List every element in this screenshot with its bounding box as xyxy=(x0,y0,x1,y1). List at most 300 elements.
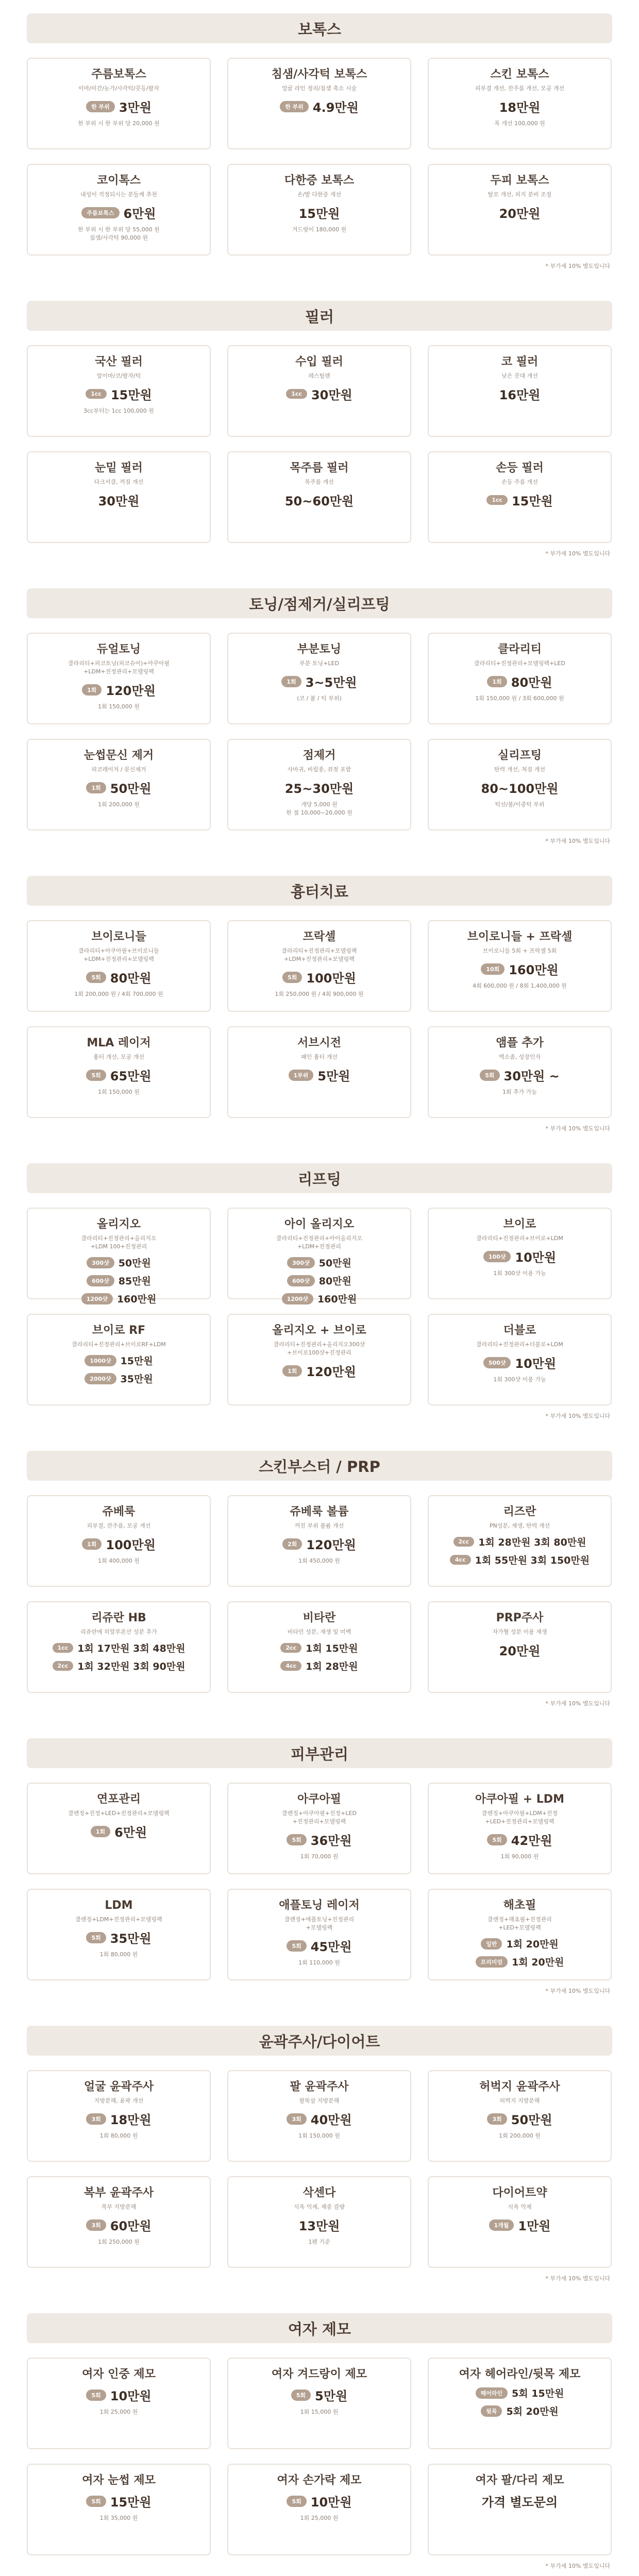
price-row xyxy=(287,1937,351,1955)
treatment-description: 피부결 개선, 잔주름 개선, 모공 개선 xyxy=(475,85,565,92)
price-value: 36만원 xyxy=(310,1834,352,1849)
price-value: 100만원 xyxy=(306,971,356,986)
session-badge: 뒷목 xyxy=(481,2405,502,2417)
price-card xyxy=(227,2358,411,2449)
price-list xyxy=(285,777,354,798)
price-value: 45만원 xyxy=(310,1940,352,1955)
price-card xyxy=(227,2464,411,2555)
session-badge: 1회 xyxy=(281,676,301,687)
price-card xyxy=(428,345,612,437)
vat-footnote: * 부가세 10% 별도입니다 xyxy=(545,838,610,844)
price-value: 80만원 xyxy=(110,971,152,986)
price-card xyxy=(428,2070,612,2162)
treatment-name: 해초필 xyxy=(503,1899,536,1912)
price-row xyxy=(476,2386,564,2400)
price-note: 1회 450,000 원 xyxy=(298,1557,340,1565)
price-value: 50만원 xyxy=(110,782,152,796)
treatment-description: 탄력 개선, 처짐 개선 xyxy=(494,766,545,773)
treatment-name: 여자 팔/다리 제모 xyxy=(475,2474,564,2487)
section-title: 필러 xyxy=(27,301,612,331)
price-row xyxy=(86,2110,151,2128)
price-note: 한 부위 시 한 부위 당 20,000 원 xyxy=(78,120,160,127)
price-row xyxy=(86,385,152,403)
treatment-description: 복부 지방분해 xyxy=(101,2204,137,2211)
price-note: 1회 15,000 원 xyxy=(300,2409,339,2416)
treatment-description: 비타민 성분, 재생 및 미백 xyxy=(287,1629,351,1636)
price-row xyxy=(487,1831,552,1849)
session-badge: 1200샷 xyxy=(282,1293,313,1304)
price-card xyxy=(27,1208,211,1306)
price-list xyxy=(287,2108,351,2129)
price-card xyxy=(428,451,612,543)
price-note: 1회 70,000 원 xyxy=(300,1853,339,1860)
price-list xyxy=(499,1639,541,1660)
session-badge: 5회 xyxy=(287,1834,306,1845)
price-value: 35만원 xyxy=(120,1374,153,1385)
treatment-description: 얼굴 라인 정리/침샘 축소 시술 xyxy=(281,85,357,92)
price-card xyxy=(27,58,211,149)
session-badge: 2cc xyxy=(453,1537,475,1547)
price-list xyxy=(282,967,356,988)
price-list xyxy=(486,489,552,511)
vat-footnote: * 부가세 10% 별도입니다 xyxy=(545,2275,610,2282)
price-note: 1회 110,000 원 xyxy=(298,1959,340,1967)
price-row xyxy=(282,1535,356,1553)
session-badge: 1회 xyxy=(487,676,507,687)
price-list xyxy=(82,1533,156,1554)
price-row xyxy=(499,1641,541,1659)
price-value: 13만원 xyxy=(298,2219,340,2234)
price-row xyxy=(287,1256,351,1269)
treatment-name: 클라리티 xyxy=(497,643,542,656)
treatment-name: 듀얼토닝 xyxy=(96,643,141,656)
price-note: 1회 80,000 원 xyxy=(99,2132,138,2140)
treatment-description: 클라리티+진정관리+브이로+LDM xyxy=(476,1235,563,1242)
treatment-name: MLA 레이저 xyxy=(87,1037,151,1049)
treatment-name: 쥬베룩 볼륨 xyxy=(290,1505,349,1518)
treatment-name: 아쿠아필 + LDM xyxy=(475,1793,564,1806)
treatment-description: 클라리티+진정관리+모델링팩+LED xyxy=(474,660,565,667)
session-badge: 5회 xyxy=(287,1940,306,1952)
treatment-name: 국산 필러 xyxy=(95,355,143,368)
session-badge: 5회 xyxy=(86,2389,106,2401)
price-list xyxy=(285,489,354,511)
price-section xyxy=(27,13,612,270)
price-card xyxy=(428,2176,612,2268)
price-card xyxy=(227,164,411,256)
treatment-name: 다이어트약 xyxy=(492,2187,547,2199)
price-value: 85만원 xyxy=(118,1276,151,1287)
session-badge: 500샷 xyxy=(483,1357,511,1368)
treatment-description: 다크서클, 꺼짐 개선 xyxy=(94,479,144,486)
price-list xyxy=(280,96,359,117)
treatment-description: 엑소좀, 성장인자 xyxy=(498,1054,541,1061)
price-value: 80만원 xyxy=(511,675,552,690)
price-value: 80~100만원 xyxy=(481,782,559,796)
price-note: (코 / 볼 / 턱 부위) xyxy=(297,695,342,702)
session-badge: 1cc xyxy=(86,389,107,399)
treatment-name: 리즈란 xyxy=(503,1505,536,1518)
price-note: 1회 150,000 원 xyxy=(98,703,140,710)
price-note: 1회 150,000 원 / 3회 600,000 원 xyxy=(475,695,564,702)
price-row xyxy=(286,385,352,403)
section-title: 흉터치료 xyxy=(27,876,612,906)
price-value: 10만원 xyxy=(515,1357,557,1371)
treatment-description: 이마/미간/눈가/사각턱/콧등/팔자 xyxy=(78,85,159,92)
treatment-description: 목주름 개선 xyxy=(305,479,334,486)
price-value: 30만원 ~ xyxy=(503,1069,560,1084)
price-note: 1회 150,000 원 xyxy=(98,1089,140,1096)
price-card xyxy=(27,1314,211,1405)
price-value: 15만원 xyxy=(298,207,340,222)
price-row xyxy=(86,97,152,115)
price-value: 5만원 xyxy=(315,2389,348,2404)
session-badge: 300샷 xyxy=(87,1257,114,1268)
price-row xyxy=(86,1928,151,1946)
treatment-name: 아이 올리지오 xyxy=(284,1218,355,1231)
price-section xyxy=(27,1738,612,1995)
price-row xyxy=(87,1256,151,1269)
price-row xyxy=(453,1535,586,1549)
price-row xyxy=(480,1066,560,1084)
treatment-description: 클렌징+진정+LED+진정관리+모델링팩 xyxy=(68,1810,170,1817)
section-title: 윤곽주사/다이어트 xyxy=(27,2026,612,2056)
treatment-name: 올리지오 + 브이로 xyxy=(272,1324,366,1337)
price-row xyxy=(483,1247,556,1265)
price-note: 턱선/볼/이중턱 부위 xyxy=(495,801,545,808)
treatment-name: 여자 눈썹 제모 xyxy=(82,2474,156,2487)
price-value: 1회 20만원 xyxy=(512,1957,564,1969)
price-value: 15만원 xyxy=(511,494,553,509)
treatment-name: 브이로 RF xyxy=(92,1324,146,1337)
treatment-name: 주름보톡스 xyxy=(91,68,146,81)
session-badge: 5회 xyxy=(86,2496,106,2507)
session-badge: 1개월 xyxy=(489,2219,514,2231)
price-card xyxy=(227,58,411,149)
price-list xyxy=(86,2384,151,2405)
price-note: 1회 200,000 원 xyxy=(499,2132,541,2140)
treatment-name: 수입 필러 xyxy=(295,355,343,368)
price-note: 목 개선 100,000 원 xyxy=(494,120,545,127)
price-value: 80만원 xyxy=(318,1276,351,1287)
session-badge: 일반 xyxy=(481,1938,502,1950)
price-section xyxy=(27,1163,612,1420)
treatment-description: 클라리티+진정관리+브이로RF+LDM xyxy=(72,1341,166,1348)
treatment-description: 리쥬란에 히알루론산 성분 추가 xyxy=(80,1629,157,1636)
price-card-grid xyxy=(27,633,612,831)
treatment-name: 스킨 보톡스 xyxy=(490,68,549,81)
treatment-name: 얼굴 윤곽주사 xyxy=(83,2080,154,2093)
price-row xyxy=(499,97,541,115)
price-list xyxy=(286,383,352,404)
treatment-name: 여자 손가락 제모 xyxy=(277,2474,362,2487)
session-badge: 4cc xyxy=(280,1661,301,1671)
price-card xyxy=(227,1495,411,1587)
price-note: 1회 250,000 원 / 4회 900,000 원 xyxy=(275,991,364,998)
treatment-name: 눈썹문신 제거 xyxy=(83,749,154,762)
treatment-name: 복부 윤곽주사 xyxy=(83,2187,154,2199)
price-list xyxy=(487,1829,552,1850)
session-badge: 1cc xyxy=(53,1643,74,1653)
session-badge: 3회 xyxy=(487,2113,507,2125)
treatment-name: 브이로니들 + 프락셀 xyxy=(467,930,573,943)
price-note: 1회 250,000 원 xyxy=(98,2239,140,2246)
price-list xyxy=(282,1533,356,1554)
treatment-description: 클라리티+진정관리+올리지오 +LDM 100+진정관리 xyxy=(81,1235,157,1250)
price-row xyxy=(499,385,541,403)
treatment-name: 코이톡스 xyxy=(96,174,141,187)
price-card xyxy=(428,1601,612,1693)
price-row xyxy=(91,1822,147,1840)
price-list xyxy=(291,2384,347,2405)
treatment-description: 클렌징+아쿠아필+진정+LED +진정관리+모델링팩 xyxy=(282,1810,357,1825)
treatment-description: 앞이마/코/팔자/턱 xyxy=(96,372,141,380)
price-list xyxy=(82,679,156,700)
treatment-name: 앰플 추가 xyxy=(496,1037,544,1049)
price-note: 4회 600,000 원 / 8회 1,400,000 원 xyxy=(473,982,567,990)
price-card xyxy=(428,58,612,149)
section-title: 피부관리 xyxy=(27,1738,612,1768)
treatment-description: 클렌징+애플토닝+진정관리 +모델링팩 xyxy=(284,1916,355,1931)
price-value: 5회 15만원 xyxy=(512,2388,564,2400)
session-badge: 3회 xyxy=(86,2219,106,2231)
price-row xyxy=(280,97,359,115)
session-badge: 1부위 xyxy=(289,1070,314,1081)
price-value: 3만원 xyxy=(119,100,152,115)
price-row xyxy=(98,491,140,509)
price-list xyxy=(476,1935,564,1970)
treatment-description: 클라리티+피코토닝(피코슈어)+아쿠아필 +LDM+진정관리+모델링팩 xyxy=(68,660,170,675)
session-badge: 한 부위 xyxy=(86,101,115,112)
session-badge: 1cc xyxy=(486,495,508,505)
price-card xyxy=(227,1208,411,1306)
session-badge: 100샷 xyxy=(483,1251,511,1262)
price-value: 18만원 xyxy=(110,2113,152,2128)
session-badge: 5회 xyxy=(86,972,106,983)
session-badge: 300샷 xyxy=(287,1257,315,1268)
price-card xyxy=(428,1783,612,1874)
treatment-description: 식욕 억제, 체중 감량 xyxy=(294,2204,345,2211)
price-card xyxy=(428,920,612,1012)
price-card-grid xyxy=(27,920,612,1118)
price-card-grid xyxy=(27,345,612,543)
price-value: 15만원 xyxy=(110,2495,152,2510)
session-badge: 10회 xyxy=(481,963,505,975)
price-list xyxy=(487,2108,552,2129)
session-badge: 5회 xyxy=(291,2389,311,2401)
treatment-description: 클라리티+진정관리+아이올리지오 +LDM+진정관리 xyxy=(276,1235,363,1250)
vat-footnote: * 부가세 10% 별도입니다 xyxy=(545,1700,610,1707)
session-badge: 600샷 xyxy=(87,1275,114,1286)
section-title: 보톡스 xyxy=(27,13,612,43)
price-list xyxy=(289,1064,350,1086)
treatment-description: 레스틸렌 xyxy=(308,372,330,380)
price-list xyxy=(481,777,559,798)
price-card xyxy=(27,2176,211,2268)
price-row xyxy=(53,1641,186,1655)
price-row xyxy=(86,2386,151,2404)
price-list xyxy=(480,1064,560,1086)
price-card xyxy=(227,451,411,543)
price-row xyxy=(280,1659,358,1673)
price-note: 1회 300샷 이용 가능 xyxy=(493,1376,546,1383)
price-card-grid xyxy=(27,1783,612,1980)
treatment-description: 손/발 다한증 개선 xyxy=(297,191,342,198)
treatment-name: 팔 윤곽주사 xyxy=(290,2080,349,2093)
price-note: 1회 35,000 원 xyxy=(99,2515,138,2522)
price-card xyxy=(27,633,211,724)
price-value: 50만원 xyxy=(118,1258,151,1269)
price-row xyxy=(287,2110,351,2128)
treatment-name: 올리지오 xyxy=(96,1218,141,1231)
price-card xyxy=(428,1495,612,1587)
price-value: 100만원 xyxy=(106,1538,156,1553)
price-card-grid xyxy=(27,58,612,256)
price-row xyxy=(481,2404,559,2418)
price-card xyxy=(227,1783,411,1874)
price-row xyxy=(299,204,340,222)
vat-footnote: * 부가세 10% 별도입니다 xyxy=(545,2563,610,2569)
price-row xyxy=(287,1274,351,1287)
price-row xyxy=(282,1292,357,1306)
price-card xyxy=(227,1314,411,1405)
price-card xyxy=(27,2464,211,2555)
session-badge: 5회 xyxy=(487,1834,507,1845)
treatment-name: 여자 헤어라인/뒷목 제모 xyxy=(459,2368,581,2381)
treatment-name: 허벅지 윤곽주사 xyxy=(479,2080,560,2093)
price-list xyxy=(476,2384,564,2419)
price-value: 5만원 xyxy=(317,1069,350,1084)
price-row xyxy=(86,778,151,796)
price-value: 1회 32만원 3회 90만원 xyxy=(77,1661,186,1673)
section-title: 리프팅 xyxy=(27,1163,612,1193)
treatment-description: 허벅지 지방분해 xyxy=(499,2097,540,2105)
price-row xyxy=(482,2492,558,2510)
price-card xyxy=(227,633,411,724)
price-note: 개당 5,000 원 한 점 10,000~20,000 원 xyxy=(286,801,352,817)
price-row xyxy=(82,681,156,699)
price-list xyxy=(287,1829,351,1850)
price-row xyxy=(481,778,559,796)
session-badge: 1회 xyxy=(91,1826,110,1837)
treatment-name: 더블로 xyxy=(503,1324,536,1337)
price-value: 10만원 xyxy=(515,1250,557,1265)
price-value: 1만원 xyxy=(518,2219,551,2234)
price-value: 18만원 xyxy=(499,100,541,115)
session-badge: 5회 xyxy=(282,972,302,983)
price-value: 1회 20만원 xyxy=(506,1939,559,1951)
vat-footnote: * 부가세 10% 별도입니다 xyxy=(545,1413,610,1419)
treatment-description: PN성분, 재생, 탄력 개선 xyxy=(489,1522,550,1530)
session-badge: 5회 xyxy=(86,1070,106,1081)
session-badge: 1200샷 xyxy=(81,1293,113,1304)
treatment-description: 클렌징+아쿠아필+LDM+진정 +LED+진정관리+모델링팩 xyxy=(481,1810,558,1825)
treatment-description: 클라리티+아쿠아필+브이로니들 +LDM+진정관리+모델링팩 xyxy=(78,947,159,963)
treatment-description: 지방분해, 윤곽 개선 xyxy=(94,2097,144,2105)
price-value: 120만원 xyxy=(306,1365,356,1380)
price-card-grid xyxy=(27,1495,612,1693)
treatment-description: 브이로니들 5회 + 프락셀 5회 xyxy=(482,947,557,955)
treatment-name: 부분토닝 xyxy=(297,643,341,656)
price-card xyxy=(227,739,411,831)
treatment-name: 눈밑 필러 xyxy=(95,462,143,474)
section-title: 여자 제모 xyxy=(27,2313,612,2343)
price-card xyxy=(27,345,211,437)
session-badge: 1회 xyxy=(82,684,102,696)
session-badge: 4cc xyxy=(450,1555,471,1565)
treatment-description: 흉터 개선, 모공 개선 xyxy=(93,1054,144,1061)
vat-footnote: * 부가세 10% 별도입니다 xyxy=(545,1988,610,1994)
price-card xyxy=(27,451,211,543)
price-list xyxy=(280,1639,358,1674)
treatment-description: 클라리티+진정관리+더블로+LDM xyxy=(476,1341,563,1348)
treatment-name: 리쥬란 HB xyxy=(91,1612,146,1624)
price-row xyxy=(282,968,356,986)
price-value: 6만원 xyxy=(114,1825,147,1840)
price-list xyxy=(281,671,357,692)
price-note: 겨드랑이 180,000 원 xyxy=(292,226,347,233)
session-badge: 1cc xyxy=(286,389,307,399)
price-card xyxy=(27,2070,211,2162)
price-list xyxy=(86,2214,151,2235)
price-list xyxy=(85,1352,153,1387)
price-list xyxy=(53,1639,186,1674)
price-card xyxy=(27,1495,211,1587)
price-row xyxy=(86,968,151,986)
price-card xyxy=(428,633,612,724)
treatment-description: 꺼진 부위 볼륨 개선 xyxy=(294,1522,344,1530)
price-row xyxy=(86,2216,151,2234)
treatment-description: 클라리티+진정관리+모델링팩 +LDM+진정관리+모델링팩 xyxy=(281,947,357,963)
price-list xyxy=(86,96,152,117)
price-value: 1회 17만원 3회 48만원 xyxy=(77,1643,186,1655)
price-note: 한 부위 시 한 부위 당 55,000 원 침샘/사각턱 90,000 원 xyxy=(78,226,160,242)
price-section xyxy=(27,2313,612,2570)
price-value: 40만원 xyxy=(310,2113,352,2128)
section-title: 토닝/점제거/실리프팅 xyxy=(27,588,612,618)
price-value: 5회 20만원 xyxy=(506,2406,559,2418)
price-list xyxy=(499,96,541,117)
price-card xyxy=(27,2358,211,2449)
price-row xyxy=(481,1937,559,1951)
price-value: 160만원 xyxy=(116,1294,157,1306)
price-list xyxy=(287,1935,351,1956)
price-value: 50만원 xyxy=(511,2113,552,2128)
price-section xyxy=(27,2026,612,2282)
price-list xyxy=(487,671,552,692)
price-card xyxy=(227,2176,411,2268)
treatment-description: 클라리티+진정관리+올리지오300샷 +브이로100샷+진정관리 xyxy=(273,1341,365,1357)
price-value: 20만원 xyxy=(499,207,541,222)
price-row xyxy=(487,2110,552,2128)
price-note: 1회 추가 가능 xyxy=(502,1089,537,1096)
price-value: 4.9만원 xyxy=(312,100,359,115)
session-badge: 1000샷 xyxy=(85,1355,116,1366)
price-card xyxy=(227,1601,411,1693)
treatment-name: 애플토닝 레이저 xyxy=(279,1899,360,1912)
treatment-name: 두피 보톡스 xyxy=(490,174,549,187)
session-badge: 프리미엄 xyxy=(476,1956,508,1968)
price-section xyxy=(27,1451,612,1707)
treatment-name: 삭센다 xyxy=(302,2187,336,2199)
session-badge: 600샷 xyxy=(287,1275,315,1286)
price-card xyxy=(227,1026,411,1118)
treatment-name: 연포관리 xyxy=(96,1793,141,1806)
treatment-name: 서브시전 xyxy=(297,1037,341,1049)
treatment-description: 탈모 개선, 피지 분비 조절 xyxy=(487,191,552,198)
price-row xyxy=(285,491,354,509)
section-title: 스킨부스터 / PRP xyxy=(27,1451,612,1481)
